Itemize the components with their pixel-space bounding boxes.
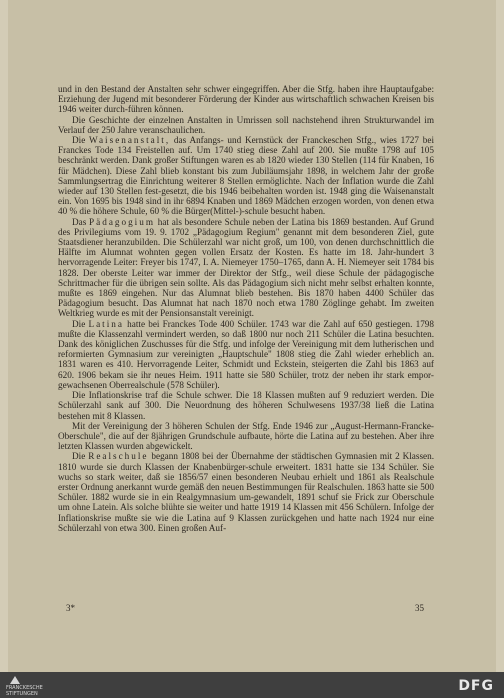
signature-mark: 3*: [66, 603, 75, 613]
francke-logo-icon: [6, 676, 43, 697]
para-body: hatte bei Franckes Tode 400 Schüler. 1743 war die Zahl auf 650 gestiegen. 1798 mußte die Klassenzahl vermindert werden, so daß 1800 nur noch 211 Schüler die Latina besuchten. Dank des königlichen Zuschusses für die Stfg. und infolge der Vereinigung mit dem lutherischen und reformierten Gymnasium zur vereinigten „Hauptschule" 1808 stieg die Zahl wieder erheblich an. 1831 waren es 410. Hervorragende Leiter, Schmidt und Eckstein, steigerten die Zahl bis 1863 auf 620. 1906 bekam sie ihr neues Heim. 1911 hatte sie 580 Schüler, trotz der neben ihr stark empor-gewachsenen Oberrealschule (578 Schüler).: [58, 318, 434, 390]
paragraph-2: Die Geschichte der einzelnen Anstalten in Umrissen soll nachstehend ihren Strukturwandel im Verlauf der 250 Jahre veranschaulichen.: [58, 114, 434, 135]
para-body: hat als besondere Schule neben der Latina bis 1869 bestanden. Auf Grund des Privilegiums vom 19. 9. 1702 „Pädagogium Regium" genannt mit dem besonderen Ziel, gute Staatsdiener heranzubilden. Die Schülerzahl war nicht groß, um 100, von denen durchschnittlich die Hälfte im Alumnat wohnten gegen vollen Ersatz der Kosten. Es hatte im 18. Jahr-hundert 3 hervorragende Leiter: Freyer bis 1747, I. A. Niemeyer 1750–1765, dann A. H. Niemeyer seit 1784 bis 1828. Der oberste Leiter war immer der Direktor der Stfg., weil diese Schule der pädagogische Schrittmacher für die übrigen sein sollte. Als das Pädagogium sich nicht mehr selbst erhalten konnte, mußte es 1869 eingehen. Nur das Alumnat blieb bestehen. Bis 1870 haben 4400 Schüler das Pädagogium besucht. Das Alumnat hat nach 1870 noch etwa 1780 Zöglinge gehabt. Im zweiten Weltkrieg wurde es mit der Pensionsanstalt vereinigt.: [58, 216, 435, 319]
dfg-logo: DFG: [458, 678, 494, 694]
para-lead: Die: [72, 318, 86, 329]
para-body: begann 1808 bei der Übernahme der städtischen Gymnasien mit 2 Klassen. 1810 wurde sie durch Klassen der Knabenbürger-schule erweitert. 1831 hatte sie 134 Schüler. Sie wuchs so stark weiter, daß sie 1856/57 einen besonderen Neubau erhielt und 1861 als Realschule erster Ordnung anerkannt wurde gemäß den neuen Bestimmungen für Realschulen. 1863 hatte sie 500 Schüler. 1882 wurde sie in ein Realgymnasium um-gewandelt, 1891 schuf sie Frick zur Oberschule um ohne Latein. Als solche blühte sie weiter und hatte 1919 14 Klassen mit 456 Schülern. Infolge der Inflationskrise mußte sie wie die Latina auf 9 Klassen zurückgehen und hatte nach 1924 nur eine Schülerzahl von etwa 300. Einen großen Auf-: [58, 451, 434, 533]
paragraph-vereinigung: Mit der Vereinigung der 3 höheren Schulen der Stfg. Ende 1946 zur „August-Hermann-Francke-Oberschule", die auf der 8jährigen Grundschule aufbaute, hörte die Latina auf zu bestehen. Aber ihre letzten Klassen wurden abgewickelt.: [58, 420, 434, 452]
text-body: [58, 84, 434, 533]
para-body: das Anfangs- und Kernstück der Franckeschen Stfg., wies 1727 bei Franckes Tode 134 Freistellen auf. Um 1740 stieg diese Zahl auf 200. Sie mußte 1798 auf 105 beschränkt werden. Dank großer Stiftungen waren es ab 1820 wieder 130 Stellen (114 für Knaben, 16 für Mädchen). Diese Zahl blieb konstant bis zum Jubiläumsjahr 1898, in welchem Jahr der große Sammlungsertrag die Einrichtung weiterer 8 Stellen ermöglichte. Nach der Inflation wurde die Zahl wieder auf 130 Stellen fest-gesetzt, die bis 1946 beibehalten worden ist. 1948 ging die Waisenanstalt ein. Von 1695 bis 1948 sind in ihr 6894 Knaben und 1869 Mädchen erzogen worden, von denen etwa 40 % die höhere Schule, 60 % die Bürger(Mittel-)-schule besucht haben.: [58, 135, 434, 217]
paragraph-1: und in den Bestand der Anstalten sehr schwer eingegriffen. Aber die Stfg. haben ihre Hauptaufgabe: Erziehung der Jugend mit besonderer Förderung der Kinder aus wirtschaftlich schwachen Kreisen bis 1946 weiter durch-führen können.: [58, 84, 434, 115]
paragraph-waisenanstalt: [58, 135, 434, 217]
page-number: 35: [415, 603, 424, 613]
viewer-bottom-bar: [0, 672, 504, 698]
heading-latina: Latina: [88, 318, 124, 329]
logo-mark-icon: [10, 676, 20, 684]
logo-text: FRANCKESCHE STIFTUNGEN: [6, 685, 43, 697]
heading-paedagogium: Pädagogium: [89, 216, 155, 227]
heading-realschule: Realschule: [88, 451, 149, 462]
document-page: [8, 0, 496, 672]
paragraph-inflation: Die Inflationskrise traf die Schule schwer. Die 18 Klassen mußten auf 9 reduziert werden. Die Schülerzahl sank auf 300. Die Neuordnung des höheren Schulwesens 1937/38 ließ die Latina bestehen mit 8 Klassen.: [58, 390, 434, 421]
paragraph-paedagogium: [58, 217, 434, 319]
heading-waisenanstalt: Waisenanstalt,: [89, 135, 171, 146]
para-lead: Die: [72, 451, 86, 462]
para-lead: Die: [72, 135, 86, 146]
paragraph-realschule: [58, 451, 434, 533]
para-lead: Das: [72, 216, 87, 227]
paragraph-latina: [58, 319, 434, 390]
